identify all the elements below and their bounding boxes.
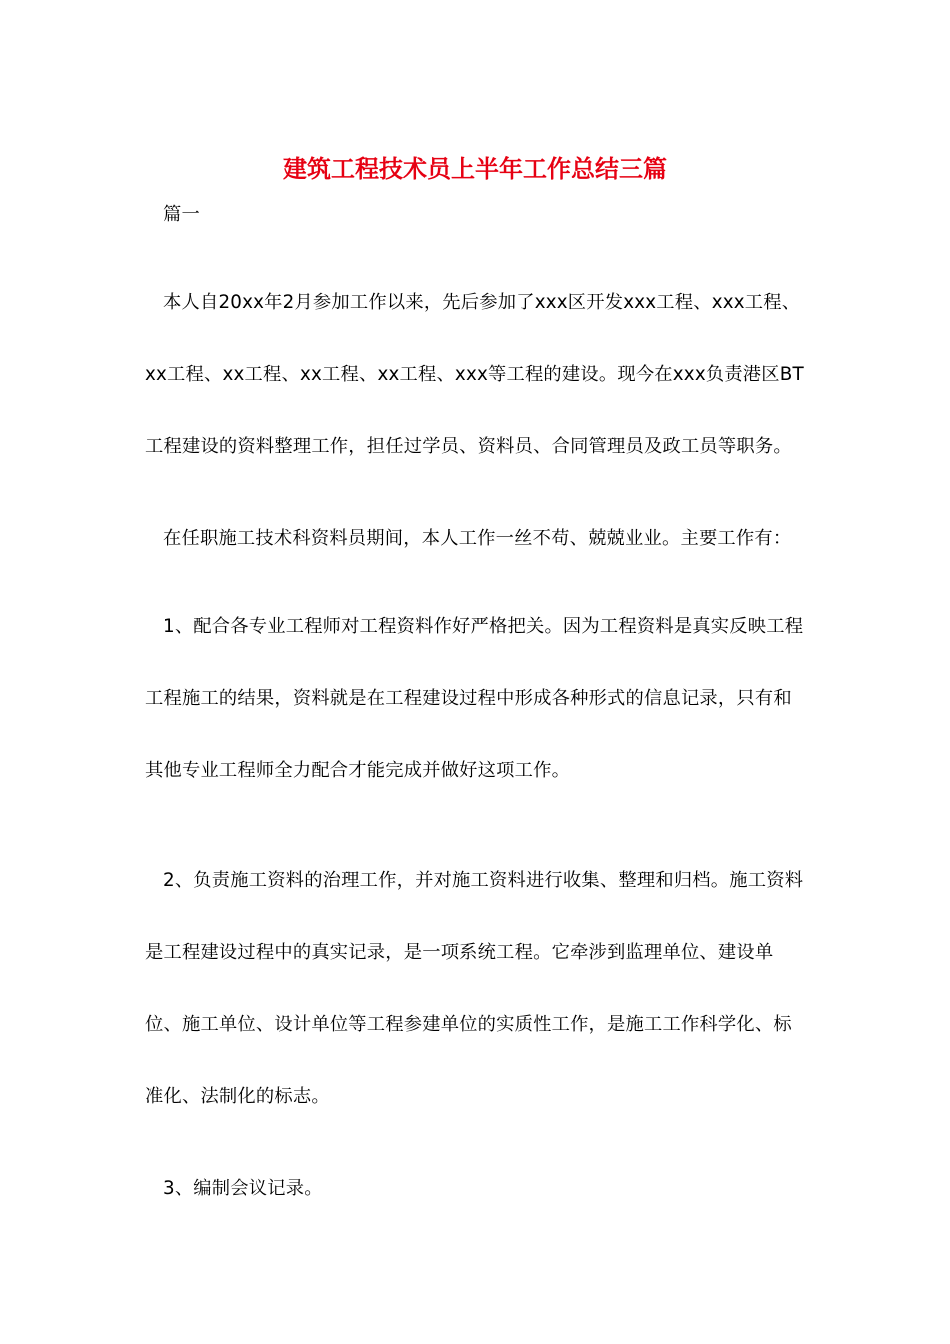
- paragraph-item-3: 3、编制会议记录。: [163, 1178, 323, 1199]
- paragraph-item-2: 2、负责施工资料的治理工作，并对施工资料进行收集、整理和归档。施工资料是工程建设过程中的真实记录，是一项系统工程。它牵涉到监理单位、建设单位、施工单位、设计单位等工程参建单位的实质性工作，是施工工作科学化、标准化、法制化的标志。: [145, 870, 804, 1107]
- document-body: [145, 197, 805, 1245]
- document-title: 建筑工程技术员上半年工作总结三篇: [283, 154, 667, 183]
- paragraph-duties-intro: 在任职施工技术科资料员期间，本人工作一丝不苟、兢兢业业。主要工作有：: [163, 528, 792, 549]
- paragraph-item-1: 1、配合各专业工程师对工程资料作好严格把关。因为工程资料是真实反映工程工程施工的结果，资料就是在工程建设过程中形成各种形式的信息记录，只有和其他专业工程师全力配合才能完成并做好这项工作。: [145, 616, 804, 781]
- section-label: 篇一: [163, 204, 200, 225]
- paragraph-intro: 本人自20xx年2月参加工作以来，先后参加了xxx区开发xxx工程、xxx工程、xx工程、xx工程、xx工程、xx工程、xxx等工程的建设。现今在xxx负责港区BT工程建设的资料整理工作，担任过学员、资料员、合同管理员及政工员等职务。: [145, 292, 804, 457]
